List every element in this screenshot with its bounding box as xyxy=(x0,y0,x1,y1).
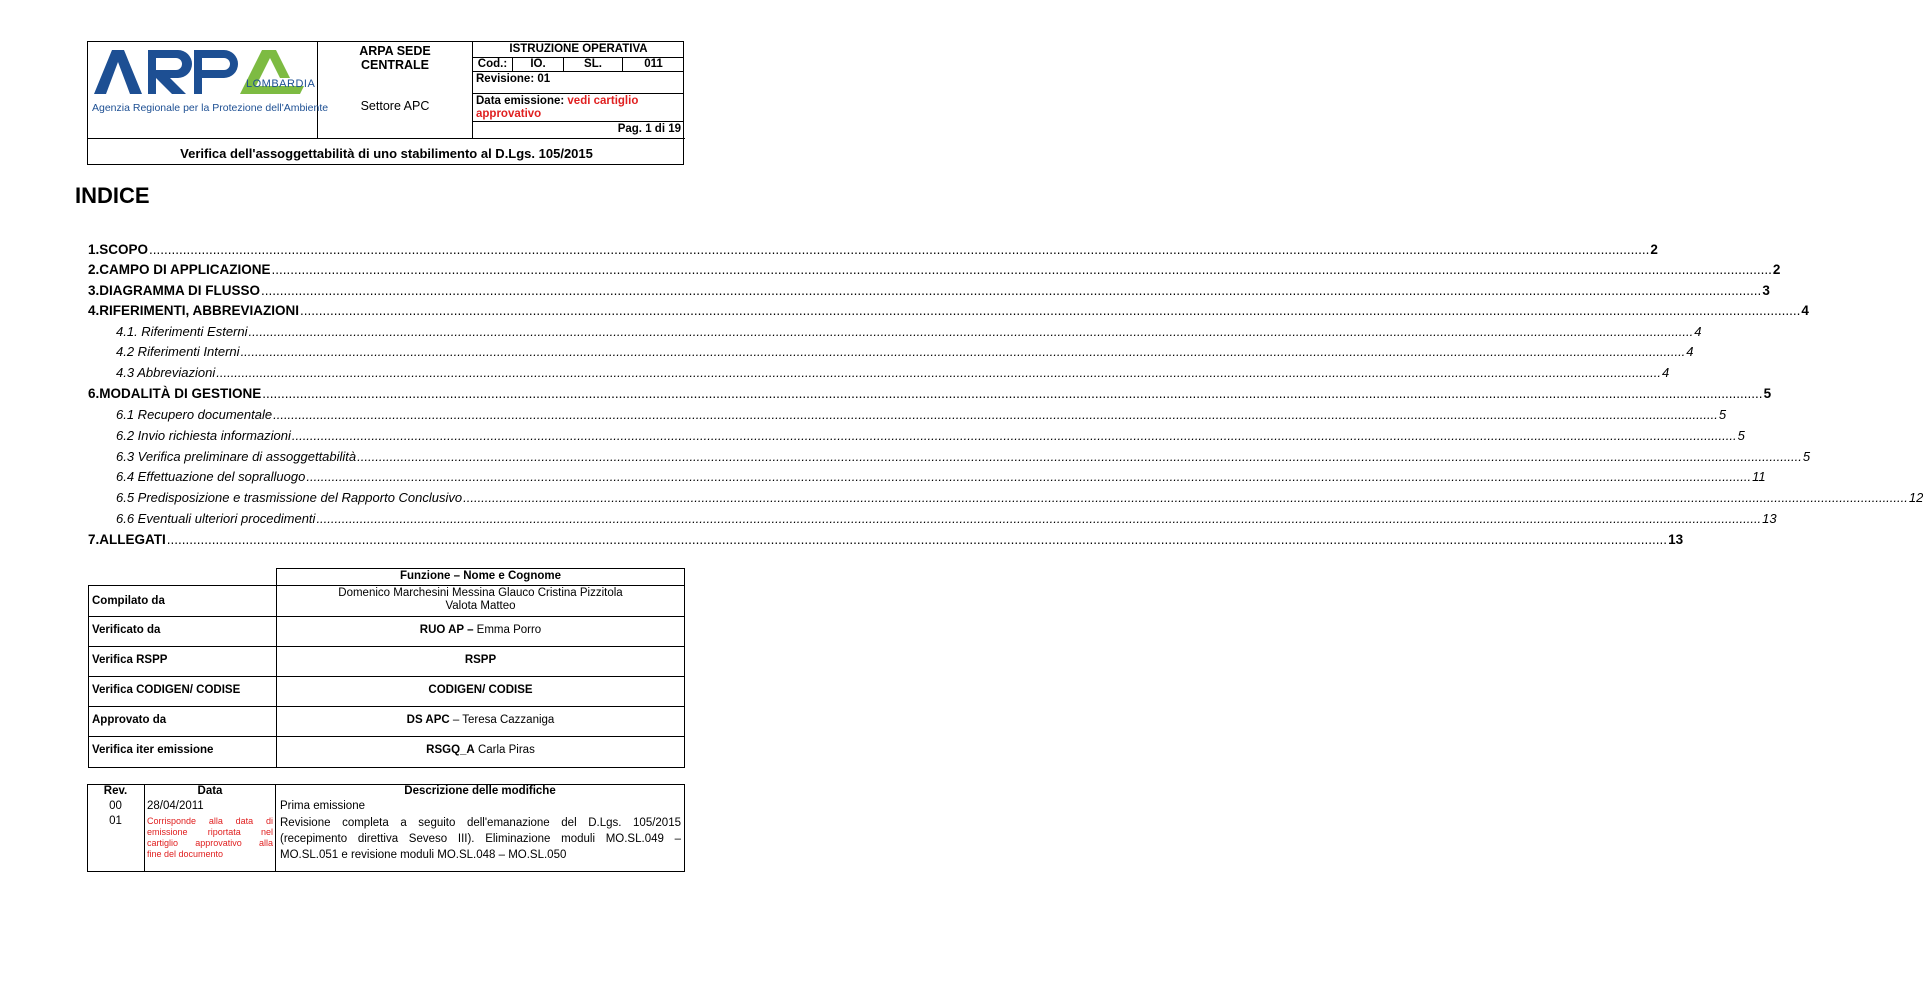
desc-line: Revisione completa a seguito dell'emanazione del D.Lgs. 105/2015 xyxy=(280,817,681,829)
approval-label: Verifica RSPP xyxy=(92,654,168,666)
toc-leader-dots: ................................................................................................................................................................................................................................................................................................................................................................................................................ xyxy=(291,428,1737,443)
toc-leader-dots: ................................................................................................................................................................................................................................................................................................................................................................................................................ xyxy=(261,283,1762,298)
toc-number: 1. xyxy=(88,242,100,257)
approval-role: RSGQ_A xyxy=(426,744,475,756)
toc-page: 4 xyxy=(1694,324,1702,339)
divider xyxy=(87,871,685,872)
toc-entry[interactable] xyxy=(116,445,1811,464)
divider xyxy=(88,767,685,768)
approval-label: Verificato da xyxy=(92,624,161,636)
toc-label: MODALITÀ DI GESTIONE xyxy=(99,386,262,401)
toc-label: 4.3 Abbreviazioni xyxy=(116,365,216,380)
toc-entry[interactable] xyxy=(88,238,1658,257)
divider xyxy=(88,646,685,647)
approval-value xyxy=(276,684,685,697)
approval-person: – Teresa Cazzaniga xyxy=(449,714,555,726)
toc-number: 3. xyxy=(88,283,100,298)
toc-entry[interactable] xyxy=(116,465,1766,484)
emission-date xyxy=(476,95,681,121)
approval-row xyxy=(88,736,685,766)
divider xyxy=(684,784,685,872)
toc-entry[interactable] xyxy=(88,382,1772,401)
approval-person: Domenico Marchesini Messina Glauco Cristina Pizzitola xyxy=(338,587,623,599)
logo-subtitle: Agenzia Regionale per la Protezione dell'Ambiente xyxy=(92,102,329,114)
document-header xyxy=(87,41,684,165)
toc-label: 6.1 Recupero documentale xyxy=(116,407,273,422)
emission-value: vedi cartiglio approvativo xyxy=(476,95,639,120)
approval-value xyxy=(276,587,685,613)
cod-part-2: SL. xyxy=(584,58,602,70)
toc-entry[interactable] xyxy=(116,361,1670,380)
col-date-header: Data xyxy=(197,785,223,797)
toc-entry[interactable] xyxy=(88,279,1770,298)
approval-row xyxy=(88,646,685,676)
toc-label: RIFERIMENTI, ABBREVIAZIONI xyxy=(99,303,300,318)
toc-label: 6.6 Eventuali ulteriori procedimenti xyxy=(116,511,316,526)
divider xyxy=(275,784,276,872)
approval-role: CODIGEN/ CODISE xyxy=(428,684,533,696)
toc-page: 4 xyxy=(1686,344,1694,359)
divider xyxy=(276,568,685,569)
col-rev-header: Rev. xyxy=(103,785,128,797)
toc-leader-dots: ................................................................................................................................................................................................................................................................................................................................................................................................................ xyxy=(240,344,1686,359)
divider xyxy=(144,784,145,872)
org-line-1: ARPA SEDE xyxy=(359,44,431,58)
org-line-2: CENTRALE xyxy=(360,58,430,72)
toc-label: CAMPO DI APPLICAZIONE xyxy=(99,262,271,277)
toc-leader-dots: ................................................................................................................................................................................................................................................................................................................................................................................................................ xyxy=(166,532,1668,547)
emission-label: Data emissione: xyxy=(476,95,565,107)
toc-page: 4 xyxy=(1801,303,1809,318)
date-note-line: emissione riportata nel xyxy=(147,827,273,837)
divider xyxy=(88,616,685,617)
toc-page: 5 xyxy=(1737,428,1745,443)
toc-label: 6.4 Effettuazione del sopralluogo xyxy=(116,469,306,484)
index-title: INDICE xyxy=(75,183,150,208)
divider xyxy=(88,676,685,677)
toc-label: 6.5 Predisposizione e trasmissione del Rapporto Conclusivo xyxy=(116,490,463,505)
divider xyxy=(472,121,684,122)
toc-leader-dots: ................................................................................................................................................................................................................................................................................................................................................................................................................ xyxy=(248,324,1694,339)
desc-cell: Prima emissione xyxy=(280,800,365,812)
doc-type: ISTRUZIONE OPERATIVA xyxy=(509,43,648,55)
toc-entry[interactable] xyxy=(116,320,1702,339)
approval-label: Verifica CODIGEN/ CODISE xyxy=(92,684,241,696)
toc-page: 13 xyxy=(1668,532,1684,547)
toc-leader-dots: ................................................................................................................................................................................................................................................................................................................................................................................................................ xyxy=(316,511,1762,526)
document-title: Verifica dell'assoggettabilità di uno stabilimento al D.Lgs. 105/2015 xyxy=(180,146,593,161)
approval-role: RSPP xyxy=(464,654,497,666)
approval-row xyxy=(88,706,685,736)
date-note xyxy=(147,816,273,860)
toc-label: DIAGRAMMA DI FLUSSO xyxy=(99,283,261,298)
approval-person: Emma Porro xyxy=(473,624,542,636)
arpa-logo-mark xyxy=(90,44,316,104)
toc-page: 11 xyxy=(1752,469,1766,484)
approval-label: Verifica iter emissione xyxy=(92,744,214,756)
toc-leader-dots: ................................................................................................................................................................................................................................................................................................................................................................................................................ xyxy=(463,490,1908,505)
toc-label: 4.1. Riferimenti Esterni xyxy=(116,324,248,339)
toc-page: 13 xyxy=(1762,511,1777,526)
approval-row xyxy=(88,586,685,616)
approval-value xyxy=(276,714,685,727)
toc-page: 5 xyxy=(1802,449,1811,464)
rev-cell: 00 xyxy=(109,800,122,812)
sector: Settore APC xyxy=(360,99,430,113)
date-note-line: cartiglio approvativo alla xyxy=(147,838,273,848)
toc-entry[interactable] xyxy=(88,299,1809,318)
divider xyxy=(88,138,685,139)
page-number: Pag. 1 di 19 xyxy=(617,123,681,135)
approval-row xyxy=(88,616,685,646)
cod-part-3: 011 xyxy=(644,58,663,70)
toc-number: 4. xyxy=(88,303,100,318)
approval-value xyxy=(276,624,685,637)
date-cell: 28/04/2011 xyxy=(147,800,204,812)
toc-leader-dots: ................................................................................................................................................................................................................................................................................................................................................................................................................ xyxy=(262,386,1763,401)
cod-part-1: IO. xyxy=(530,58,546,70)
toc-entry[interactable] xyxy=(88,258,1781,277)
desc-cell xyxy=(280,815,681,863)
approval-table xyxy=(88,568,685,768)
toc-entry[interactable] xyxy=(116,424,1745,443)
toc-number: 2. xyxy=(88,262,100,277)
toc-page: 4 xyxy=(1661,365,1670,380)
toc-leader-dots: ................................................................................................................................................................................................................................................................................................................................................................................................................ xyxy=(357,449,1802,464)
approval-label: Compilato da xyxy=(92,595,165,607)
toc-label: 6.2 Invio richiesta informazioni xyxy=(116,428,291,443)
toc-page: 12 xyxy=(1908,490,1923,505)
approval-value xyxy=(276,654,685,667)
toc-label: ALLEGATI xyxy=(99,532,166,547)
toc-leader-dots: ................................................................................................................................................................................................................................................................................................................................................................................................................ xyxy=(306,469,1752,484)
approval-role: DS APC xyxy=(406,714,450,726)
logo-brand-suffix: LOMBARDIA xyxy=(246,78,316,90)
toc-entry[interactable] xyxy=(116,507,1777,526)
revision-table xyxy=(87,784,685,872)
approval-label: Approvato da xyxy=(92,714,167,726)
toc-label: 6.3 Verifica preliminare di assoggettabilità xyxy=(116,449,357,464)
toc-number: 7. xyxy=(88,532,100,547)
toc-leader-dots: ................................................................................................................................................................................................................................................................................................................................................................................................................ xyxy=(216,365,1661,380)
date-note-line: fine del documento xyxy=(147,849,224,859)
divider xyxy=(472,71,684,72)
toc-label: 4.2 Riferimenti Interni xyxy=(116,344,240,359)
date-note-line: Corrisponde alla data di xyxy=(147,816,273,826)
col-desc-header: Descrizione delle modifiche xyxy=(404,785,556,797)
approval-role: RUO AP – xyxy=(419,624,474,636)
toc-entry[interactable] xyxy=(116,486,1923,505)
toc-page: 5 xyxy=(1718,407,1727,422)
divider xyxy=(88,736,685,737)
desc-line: (recepimento direttiva Seveso III). Eliminazione moduli MO.SL.049 – xyxy=(280,833,681,845)
toc-page: 5 xyxy=(1763,386,1772,401)
toc-label: SCOPO xyxy=(99,242,149,257)
toc-entry[interactable] xyxy=(116,403,1727,422)
desc-line: MO.SL.051 e revisione moduli MO.SL.048 – MO.SL.050 xyxy=(280,849,567,861)
approval-value xyxy=(276,744,685,757)
toc-page: 2 xyxy=(1650,242,1658,257)
revision: Revisione: 01 xyxy=(476,73,551,85)
toc-number: 6. xyxy=(88,386,100,401)
divider xyxy=(87,784,88,872)
toc-leader-dots: ................................................................................................................................................................................................................................................................................................................................................................................................................ xyxy=(300,303,1801,318)
toc-leader-dots: ................................................................................................................................................................................................................................................................................................................................................................................................................ xyxy=(149,242,1650,257)
toc-leader-dots: ................................................................................................................................................................................................................................................................................................................................................................................................................ xyxy=(273,407,1718,422)
approval-person: Valota Matteo xyxy=(445,600,516,612)
toc-leader-dots: ................................................................................................................................................................................................................................................................................................................................................................................................................ xyxy=(271,262,1772,277)
toc-entry[interactable] xyxy=(88,528,1684,547)
arpa-logo xyxy=(90,44,329,136)
toc-page: 3 xyxy=(1762,283,1770,298)
cod-label: Cod.: xyxy=(477,58,508,70)
approval-header: Funzione – Nome e Cognome xyxy=(399,570,561,582)
approval-person: Carla Piras xyxy=(474,744,535,756)
divider xyxy=(472,93,684,94)
rev-cell: 01 xyxy=(109,815,122,827)
toc-page: 2 xyxy=(1772,262,1781,277)
approval-row xyxy=(88,676,685,706)
toc-entry[interactable] xyxy=(116,340,1694,359)
org-name xyxy=(318,44,472,72)
divider xyxy=(88,706,685,707)
